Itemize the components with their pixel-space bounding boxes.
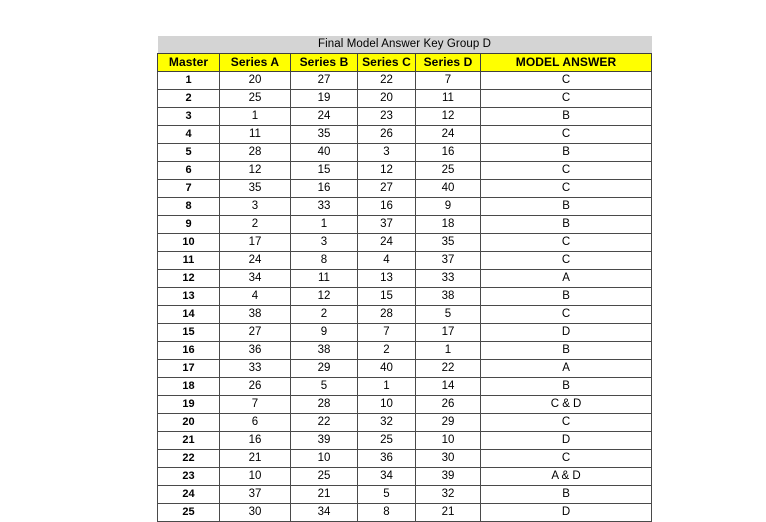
cell-series_b[interactable]: 28: [291, 395, 358, 413]
cell-series_d[interactable]: 7: [416, 71, 481, 89]
cell-master[interactable]: 23: [158, 467, 220, 485]
cell-series_b[interactable]: 12: [291, 287, 358, 305]
cell-series_c[interactable]: 34: [358, 467, 416, 485]
cell-series_a[interactable]: 26: [220, 377, 291, 395]
cell-series_d[interactable]: 16: [416, 143, 481, 161]
table-row: [158, 197, 652, 215]
cell-series_d[interactable]: 35: [416, 233, 481, 251]
cell-series_b[interactable]: 34: [291, 503, 358, 521]
cell-series_a[interactable]: 27: [220, 323, 291, 341]
table-row: [158, 467, 652, 485]
cell-series_d[interactable]: 17: [416, 323, 481, 341]
cell-series_d[interactable]: 10: [416, 431, 481, 449]
cell-series_c[interactable]: 12: [358, 161, 416, 179]
cell-series_a[interactable]: 17: [220, 233, 291, 251]
cell-series_b[interactable]: 38: [291, 341, 358, 359]
table-row: [158, 287, 652, 305]
cell-series_a[interactable]: 10: [220, 467, 291, 485]
cell-series_c[interactable]: 8: [358, 503, 416, 521]
cell-model_answer[interactable]: C & D: [481, 395, 652, 413]
cell-series_b[interactable]: 9: [291, 323, 358, 341]
cell-series_a[interactable]: 20: [220, 71, 291, 89]
cell-series_b[interactable]: 21: [291, 485, 358, 503]
cell-master[interactable]: 8: [158, 197, 220, 215]
cell-model_answer[interactable]: B: [481, 197, 652, 215]
cell-series_d[interactable]: 22: [416, 359, 481, 377]
cell-model_answer[interactable]: C: [481, 125, 652, 143]
column-header-series_b[interactable]: Series B: [291, 53, 358, 71]
cell-series_d[interactable]: 11: [416, 89, 481, 107]
cell-series_d[interactable]: 30: [416, 449, 481, 467]
cell-series_a[interactable]: 28: [220, 143, 291, 161]
cell-series_d[interactable]: 5: [416, 305, 481, 323]
cell-master[interactable]: 15: [158, 323, 220, 341]
column-header-series_a[interactable]: Series A: [220, 53, 291, 71]
cell-series_c[interactable]: 32: [358, 413, 416, 431]
column-header-model_answer[interactable]: MODEL ANSWER: [481, 53, 652, 71]
cell-series_c[interactable]: 26: [358, 125, 416, 143]
cell-series_b[interactable]: 27: [291, 71, 358, 89]
cell-series_c[interactable]: 13: [358, 269, 416, 287]
cell-series_b[interactable]: 24: [291, 107, 358, 125]
cell-series_b[interactable]: 16: [291, 179, 358, 197]
table-row: [158, 143, 652, 161]
cell-master[interactable]: 16: [158, 341, 220, 359]
cell-model_answer[interactable]: C: [481, 413, 652, 431]
cell-model_answer[interactable]: C: [481, 71, 652, 89]
cell-series_c[interactable]: 15: [358, 287, 416, 305]
cell-series_a[interactable]: 25: [220, 89, 291, 107]
cell-series_d[interactable]: 14: [416, 377, 481, 395]
cell-series_a[interactable]: 6: [220, 413, 291, 431]
cell-series_a[interactable]: 37: [220, 485, 291, 503]
cell-model_answer[interactable]: B: [481, 287, 652, 305]
cell-series_a[interactable]: 30: [220, 503, 291, 521]
cell-series_a[interactable]: 34: [220, 269, 291, 287]
cell-series_c[interactable]: 40: [358, 359, 416, 377]
cell-series_a[interactable]: 16: [220, 431, 291, 449]
column-header-series_c[interactable]: Series C: [358, 53, 416, 71]
cell-series_d[interactable]: 9: [416, 197, 481, 215]
cell-model_answer[interactable]: D: [481, 323, 652, 341]
table-body: [158, 71, 652, 521]
cell-series_c[interactable]: 10: [358, 395, 416, 413]
cell-series_d[interactable]: 12: [416, 107, 481, 125]
cell-master[interactable]: 3: [158, 107, 220, 125]
cell-series_c[interactable]: 24: [358, 233, 416, 251]
cell-series_c[interactable]: 5: [358, 485, 416, 503]
cell-series_b[interactable]: 22: [291, 413, 358, 431]
cell-model_answer[interactable]: D: [481, 431, 652, 449]
cell-master[interactable]: 2: [158, 89, 220, 107]
table-row: [158, 377, 652, 395]
table-row: [158, 323, 652, 341]
cell-series_d[interactable]: 18: [416, 215, 481, 233]
table-row: [158, 413, 652, 431]
cell-series_d[interactable]: 26: [416, 395, 481, 413]
cell-series_d[interactable]: 32: [416, 485, 481, 503]
cell-series_c[interactable]: 25: [358, 431, 416, 449]
cell-series_b[interactable]: 40: [291, 143, 358, 161]
cell-model_answer[interactable]: C: [481, 251, 652, 269]
table-row: [158, 251, 652, 269]
cell-series_b[interactable]: 3: [291, 233, 358, 251]
cell-series_b[interactable]: 5: [291, 377, 358, 395]
cell-model_answer[interactable]: C: [481, 89, 652, 107]
cell-series_d[interactable]: 25: [416, 161, 481, 179]
cell-series_c[interactable]: 1: [358, 377, 416, 395]
cell-master[interactable]: 25: [158, 503, 220, 521]
cell-series_c[interactable]: 37: [358, 215, 416, 233]
cell-master[interactable]: 13: [158, 287, 220, 305]
table-row: [158, 71, 652, 89]
cell-model_answer[interactable]: B: [481, 143, 652, 161]
cell-series_d[interactable]: 29: [416, 413, 481, 431]
cell-series_d[interactable]: 38: [416, 287, 481, 305]
cell-series_c[interactable]: 27: [358, 179, 416, 197]
cell-series_c[interactable]: 36: [358, 449, 416, 467]
table-row: [158, 431, 652, 449]
cell-master[interactable]: 4: [158, 125, 220, 143]
table-row: [158, 395, 652, 413]
cell-master[interactable]: 17: [158, 359, 220, 377]
cell-model_answer[interactable]: B: [481, 107, 652, 125]
cell-master[interactable]: 24: [158, 485, 220, 503]
cell-series_b[interactable]: 1: [291, 215, 358, 233]
cell-model_answer[interactable]: C: [481, 233, 652, 251]
cell-master[interactable]: 10: [158, 233, 220, 251]
cell-series_a[interactable]: 3: [220, 197, 291, 215]
table-header-row: [158, 53, 652, 71]
cell-master[interactable]: 7: [158, 179, 220, 197]
cell-series_a[interactable]: 38: [220, 305, 291, 323]
cell-series_b[interactable]: 25: [291, 467, 358, 485]
column-header-master[interactable]: Master: [158, 53, 220, 71]
cell-master[interactable]: 14: [158, 305, 220, 323]
cell-series_c[interactable]: 4: [358, 251, 416, 269]
cell-series_a[interactable]: 7: [220, 395, 291, 413]
cell-model_answer[interactable]: D: [481, 503, 652, 521]
cell-series_a[interactable]: 1: [220, 107, 291, 125]
cell-series_d[interactable]: 39: [416, 467, 481, 485]
page-title: Final Model Answer Key Group D: [158, 36, 652, 53]
cell-model_answer[interactable]: C: [481, 305, 652, 323]
cell-series_b[interactable]: 11: [291, 269, 358, 287]
cell-series_d[interactable]: 24: [416, 125, 481, 143]
table-row: [158, 107, 652, 125]
cell-series_a[interactable]: 21: [220, 449, 291, 467]
cell-master[interactable]: 5: [158, 143, 220, 161]
table-row: [158, 125, 652, 143]
cell-series_c[interactable]: 28: [358, 305, 416, 323]
table-row: [158, 161, 652, 179]
cell-model_answer[interactable]: C: [481, 179, 652, 197]
cell-series_b[interactable]: 39: [291, 431, 358, 449]
cell-master[interactable]: 12: [158, 269, 220, 287]
cell-model_answer[interactable]: B: [481, 485, 652, 503]
cell-series_b[interactable]: 15: [291, 161, 358, 179]
cell-master[interactable]: 6: [158, 161, 220, 179]
table-row: [158, 503, 652, 521]
table-row: [158, 215, 652, 233]
cell-series_b[interactable]: 8: [291, 251, 358, 269]
cell-series_b[interactable]: 19: [291, 89, 358, 107]
cell-model_answer[interactable]: B: [481, 341, 652, 359]
cell-model_answer[interactable]: C: [481, 449, 652, 467]
cell-series_c[interactable]: 22: [358, 71, 416, 89]
cell-master[interactable]: 11: [158, 251, 220, 269]
cell-series_c[interactable]: 23: [358, 107, 416, 125]
cell-master[interactable]: 9: [158, 215, 220, 233]
table-row: [158, 179, 652, 197]
cell-series_a[interactable]: 33: [220, 359, 291, 377]
table-row: [158, 341, 652, 359]
cell-series_a[interactable]: 2: [220, 215, 291, 233]
cell-model_answer[interactable]: A & D: [481, 467, 652, 485]
column-header-series_d[interactable]: Series D: [416, 53, 481, 71]
table-row: [158, 269, 652, 287]
cell-series_d[interactable]: 40: [416, 179, 481, 197]
cell-series_b[interactable]: 2: [291, 305, 358, 323]
cell-series_d[interactable]: 21: [416, 503, 481, 521]
cell-series_c[interactable]: 3: [358, 143, 416, 161]
table-row: [158, 485, 652, 503]
cell-series_a[interactable]: 36: [220, 341, 291, 359]
table-row: [158, 305, 652, 323]
answer-key-table: [157, 36, 652, 522]
cell-series_c[interactable]: 7: [358, 323, 416, 341]
cell-series_b[interactable]: 35: [291, 125, 358, 143]
cell-series_b[interactable]: 29: [291, 359, 358, 377]
table-row: [158, 449, 652, 467]
cell-master[interactable]: 1: [158, 71, 220, 89]
table-row: [158, 89, 652, 107]
cell-series_a[interactable]: 35: [220, 179, 291, 197]
cell-master[interactable]: 18: [158, 377, 220, 395]
cell-master[interactable]: 21: [158, 431, 220, 449]
cell-series_a[interactable]: 4: [220, 287, 291, 305]
cell-model_answer[interactable]: C: [481, 161, 652, 179]
cell-master[interactable]: 22: [158, 449, 220, 467]
cell-series_c[interactable]: 20: [358, 89, 416, 107]
table-row: [158, 359, 652, 377]
cell-master[interactable]: 20: [158, 413, 220, 431]
cell-model_answer[interactable]: A: [481, 359, 652, 377]
cell-model_answer[interactable]: B: [481, 377, 652, 395]
cell-master[interactable]: 19: [158, 395, 220, 413]
cell-series_d[interactable]: 33: [416, 269, 481, 287]
cell-series_a[interactable]: 11: [220, 125, 291, 143]
cell-model_answer[interactable]: B: [481, 215, 652, 233]
table-row: [158, 233, 652, 251]
cell-series_b[interactable]: 10: [291, 449, 358, 467]
cell-series_d[interactable]: 37: [416, 251, 481, 269]
cell-series_b[interactable]: 33: [291, 197, 358, 215]
cell-series_a[interactable]: 12: [220, 161, 291, 179]
cell-series_c[interactable]: 16: [358, 197, 416, 215]
cell-series_d[interactable]: 1: [416, 341, 481, 359]
cell-model_answer[interactable]: A: [481, 269, 652, 287]
cell-series_a[interactable]: 24: [220, 251, 291, 269]
cell-series_c[interactable]: 2: [358, 341, 416, 359]
table-title-row: [158, 36, 652, 53]
